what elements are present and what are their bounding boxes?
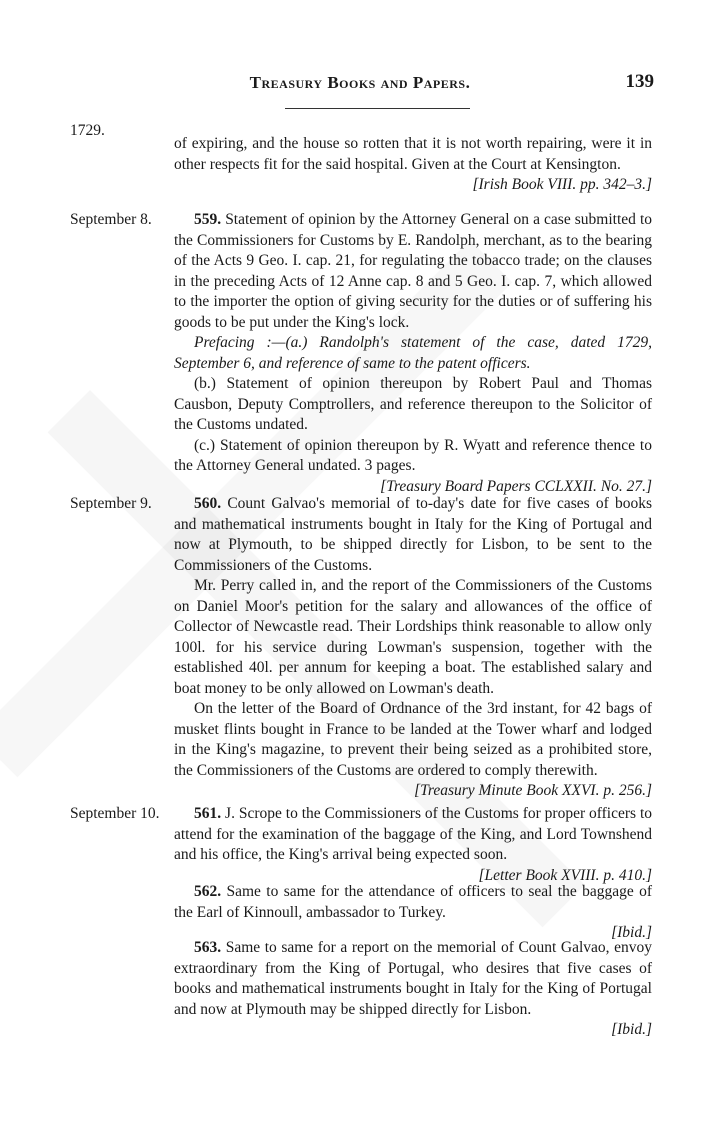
reference-text: [Letter Book XVIII. p. 410.] — [478, 866, 652, 884]
entry-paragraph — [174, 882, 652, 923]
entry-reference — [174, 175, 652, 196]
entry-paragraph — [174, 804, 652, 866]
entry-number: 562. — [194, 883, 222, 900]
entry-paragraph: (b.) Statement of opinion thereupon by Robert Paul and Thomas Causbon, Deputy Comptrollers, and reference thereupon to the Solicitor of the Customs undated. — [174, 375, 652, 433]
reference-text: [Treasury Minute Book XXVI. p. 256.] — [414, 782, 652, 799]
entry-562 — [174, 882, 652, 944]
entry-paragraph: Mr. Perry called in, and the report of the Commissioners of the Customs on Daniel Moor's petition for the salary and allowances of the office of Collector of Newcastle read. Their Lordships think reasonable to allow only 100l. for his service during Lowman's suspension, together with the established 40l. per annum for keeping a boat. The established salary and boat money to be only allowed on Lowman's death. — [174, 577, 652, 697]
margin-date: September 10. — [70, 805, 160, 822]
entry-text: J. Scrope to the Commissioners of the Customs for proper officers to attend for the examination of the baggage of the King, and Lord Townshend and his office, the King's arrival being expected soon. — [174, 805, 653, 863]
entry-reference — [174, 781, 652, 802]
entry-number: 561. — [194, 805, 222, 822]
entry-paragraph: Prefacing :—(a.) Randolph's statement of the case, dated 1729, September 6, and reference of same to the patent officers. — [174, 334, 652, 372]
entry-paragraph: of expiring, and the house so rotten that it is not worth repairing, were it in other respects fit for the said hospital. Given at the Court at Kensington. — [174, 135, 652, 173]
entry-text: Count Galvao's memorial of to-day's date for five cases of books and mathematical instruments bought in Italy for the King of Portugal and now at Plymouth, to be shipped directly for Lisbon, to be sent to the Commissioners of the Customs. — [174, 495, 653, 574]
entry-number: 563. — [194, 939, 222, 956]
entry-text: Statement of opinion by the Attorney General on a case submitted to the Commissioners for Customs by E. Randolph, merchant, as to the bearing of the Acts 9 Geo. I. cap. 21, for regulating the tobacco trade; on the clauses in the preceding Acts of 12 Anne cap. 8 and 5 Geo. I. cap. 7, which allowed to the importer the option of giving security for the duties or of suffering his goods to be put under the King's lock. — [174, 211, 653, 331]
entry-text: Same to same for the attendance of officers to seal the baggage of the Earl of Kinnoull, ambassador to Turkey. — [174, 883, 652, 921]
entry-561 — [174, 804, 652, 886]
running-header: Treasury Books and Papers. — [249, 73, 471, 92]
entry-reference — [174, 1020, 652, 1041]
entry-continuation — [174, 134, 652, 196]
reference-text: [Ibid.] — [611, 1021, 652, 1038]
margin-date: 1729. — [70, 122, 105, 139]
margin-date: September 8. — [70, 211, 152, 228]
entry-text: Same to same for a report on the memorial of Count Galvao, envoy extraordinary from the King of Portugal, who desires that five cases of books and mathematical instruments bought in Italy for the King of Portugal and now at Plymouth may be shipped directly for Lisbon. — [174, 939, 652, 1018]
entry-paragraph: (c.) Statement of opinion thereupon by R. Wyatt and reference thence to the Attorney General undated. 3 pages. — [174, 436, 652, 474]
margin-date: September 9. — [70, 495, 152, 512]
header-rule — [285, 108, 470, 109]
entry-paragraph — [174, 938, 652, 1020]
reference-text: [Ibid.] — [611, 924, 652, 941]
entry-number: 559. — [194, 211, 222, 228]
reference-text: [Irish Book VIII. pp. 342–3.] — [472, 176, 652, 193]
entry-560 — [174, 494, 652, 802]
entry-number: 560. — [194, 495, 222, 512]
page-number: 139 — [625, 71, 654, 92]
entry-paragraph — [174, 494, 652, 576]
entry-paragraph — [174, 210, 652, 333]
entry-559 — [174, 210, 652, 497]
reference-text: [Treasury Board Papers CCLXXII. No. 27.] — [380, 477, 652, 495]
entry-paragraph: On the letter of the Board of Ordnance of the 3rd instant, for 42 bags of musket flints bought in France to be landed at the Tower wharf and lodged in the King's magazine, to prevent their being seized as a prohibited store, the Commissioners of the Customs are ordered to comply therewith. — [174, 700, 652, 779]
entry-563 — [174, 938, 652, 1041]
